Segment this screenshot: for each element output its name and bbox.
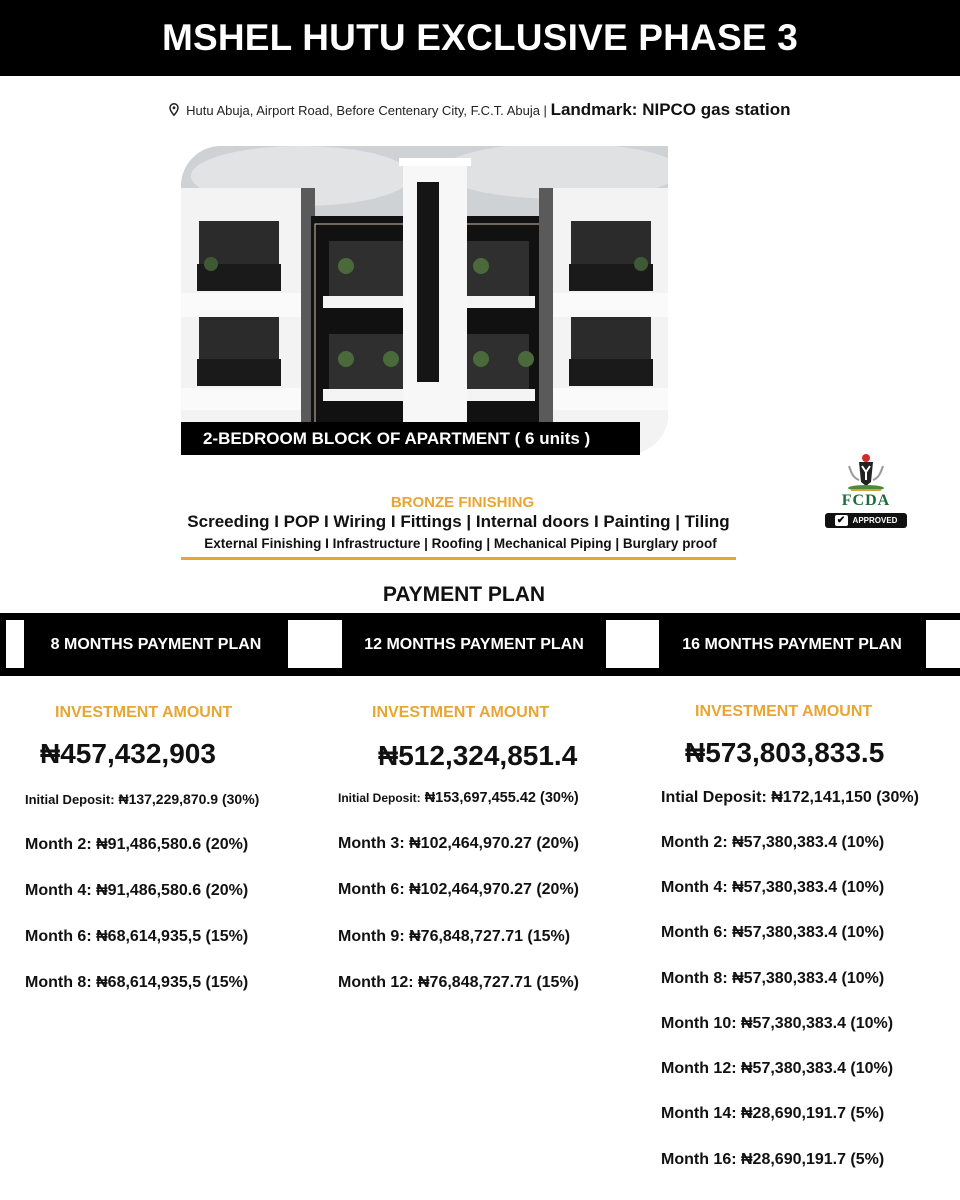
approved-tag [825, 513, 907, 528]
payment-row: Month 8: ₦57,380,383.4 (10%) [661, 970, 885, 987]
investment-label: INVESTMENT AMOUNT [55, 704, 233, 721]
payment-row: Month 16: ₦28,690,191.7 (5%) [661, 1151, 885, 1168]
page-title: MSHEL HUTU EXCLUSIVE PHASE 3 [161, 17, 799, 58]
payment-row: Month 14: ₦28,690,191.7 (5%) [661, 1105, 885, 1122]
payment-row: Initial Deposit: ₦153,697,455.42 (30%) [338, 790, 579, 806]
payment-row: Month 4: ₦57,380,383.4 (10%) [661, 879, 885, 896]
payment-plan-title: PAYMENT PLAN [382, 583, 546, 606]
tab-16-months[interactable]: 16 MONTHS PAYMENT PLAN [682, 635, 902, 653]
map-pin-icon [169, 103, 179, 116]
header-banner [0, 0, 960, 76]
payment-row: Month 9: ₦76,848,727.71 (15%) [338, 928, 571, 945]
investment-label: INVESTMENT AMOUNT [695, 703, 873, 720]
investment-amount: ₦512,324,851.4 [378, 740, 578, 771]
investment-amount: ₦457,432,903 [40, 738, 216, 769]
payment-row: Month 2: ₦91,486,580.6 (20%) [25, 836, 249, 853]
investment-amount: ₦573,803,833.5 [685, 737, 885, 768]
coat-of-arms-icon [841, 452, 891, 492]
payment-row: Month 3: ₦102,464,970.27 (20%) [338, 835, 580, 852]
tab-separator [606, 620, 659, 668]
checkmark-icon: ✔ [835, 515, 848, 526]
payment-row: Month 6: ₦102,464,970.27 (20%) [338, 881, 580, 898]
payment-row: Month 10: ₦57,380,383.4 (10%) [661, 1015, 894, 1032]
address-text: Hutu Abuja, Airport Road, Before Centenary City, F.C.T. Abuja | [186, 103, 547, 118]
payment-row: Month 12: ₦57,380,383.4 (10%) [661, 1060, 894, 1077]
payment-row: Month 4: ₦91,486,580.6 (20%) [25, 882, 249, 899]
apartment-render-image [181, 146, 668, 454]
building-illustration [181, 146, 668, 454]
location-line [0, 100, 960, 120]
fcda-approved-badge [823, 452, 909, 536]
payment-row: Month 2: ₦57,380,383.4 (10%) [661, 834, 885, 851]
fcda-label: FCDA [841, 492, 891, 509]
tab-12-months[interactable]: 12 MONTHS PAYMENT PLAN [364, 635, 584, 653]
tab-separator [6, 620, 24, 668]
property-caption: 2-BEDROOM BLOCK OF APARTMENT ( 6 units ) [181, 422, 640, 455]
payment-row: Month 6: ₦57,380,383.4 (10%) [661, 924, 885, 941]
approved-label: APPROVED [852, 516, 898, 525]
payment-row: Month 12: ₦76,848,727.71 (15%) [338, 974, 579, 991]
tab-separator [288, 620, 342, 668]
finishing-features-line2: External Finishing I Infrastructure | Roofing | Mechanical Piping | Burglary proof [204, 536, 717, 551]
finishing-title: BRONZE FINISHING [390, 494, 535, 511]
landmark-text: Landmark: NIPCO gas station [550, 100, 791, 119]
finishing-features-line1: Screeding I POP I Wiring I Fittings | Internal doors I Painting | Tiling [187, 512, 730, 531]
payment-row: Intial Deposit: ₦172,141,150 (30%) [661, 789, 919, 806]
payment-row: Month 6: ₦68,614,935,5 (15%) [25, 928, 249, 945]
investment-label: INVESTMENT AMOUNT [372, 704, 550, 721]
payment-row: Initial Deposit: ₦137,229,870.9 (30%) [25, 791, 260, 807]
payment-row: Month 8: ₦68,614,935,5 (15%) [25, 974, 249, 991]
tab-8-months[interactable]: 8 MONTHS PAYMENT PLAN [50, 635, 262, 653]
tab-separator [926, 620, 960, 668]
payment-plan-tabs [0, 613, 960, 676]
divider-line [181, 557, 736, 560]
